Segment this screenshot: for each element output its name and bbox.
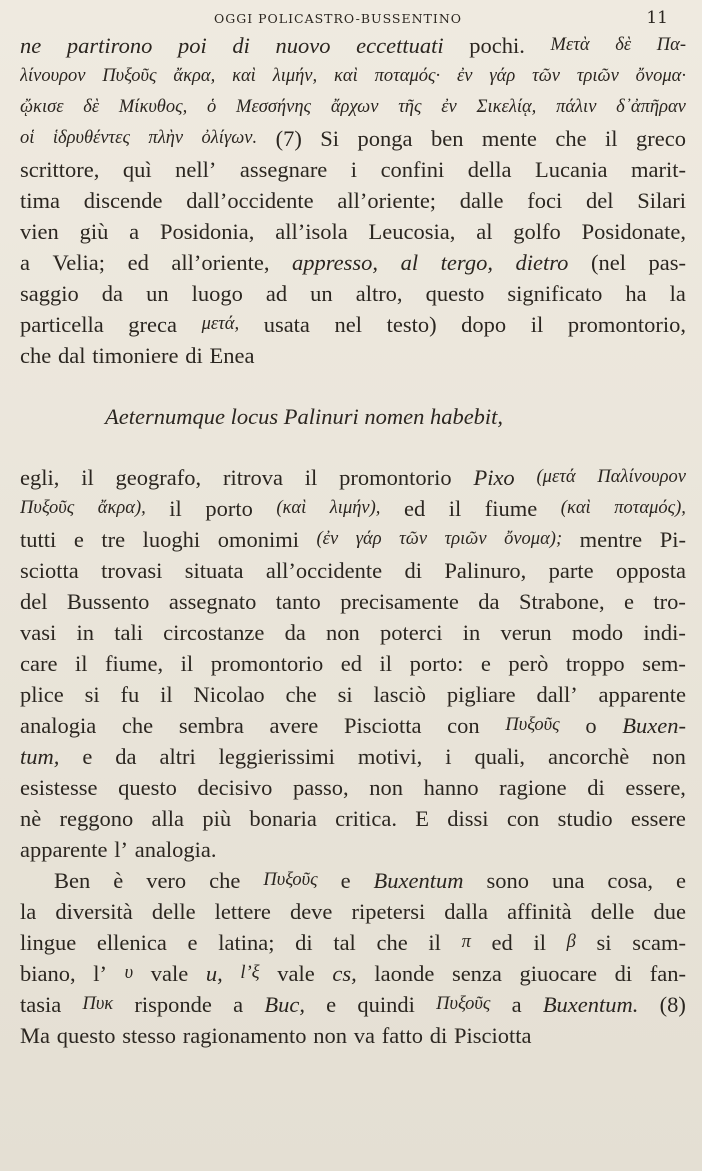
page-number: 11	[646, 8, 668, 28]
p1-line: che dal timoniere di Enea	[20, 343, 255, 368]
verse-quotation: Aeternumque locus Palinuri nomen habebit,	[105, 404, 504, 429]
p1-line: particella greca μετά, usata nel testo) dopo il promontorio,	[20, 312, 686, 337]
p3-line: lingue ellenica e latina; di tal che il π ed il β si scam-	[20, 930, 686, 955]
running-title: OGGI POLICASTRO-BUSSENTINO	[214, 11, 463, 26]
p2-line: analogia che sembra avere Pisciotta con Πυξοῦς o Buxen-	[20, 713, 686, 738]
p2-line: esistesse questo decisivo passo, non hanno ragione di essere,	[20, 775, 686, 800]
p1-line: scrittore, quì nell’ assegnare i confini della Lucania marit-	[20, 157, 686, 182]
paragraph-1	[20, 30, 686, 371]
p3-line: la diversità delle lettere deve ripetersi dalla affinità delle due	[20, 899, 686, 924]
p1-line: οἱ ἱδρυθέντες πλὴν ὀλίγων. (7) Si ponga ben mente che il greco	[20, 126, 686, 151]
p3-line: biano, l’ υ vale u, l’ξ vale cs, laonde senza giuocare di fan-	[20, 961, 686, 986]
p1-line: saggio da un luogo ad un altro, questo significato ha la	[20, 281, 686, 306]
p2-line: vasi in tali circostanze da non poterci in verun modo indi-	[20, 620, 686, 645]
p2-line: egli, il geografo, ritrova il promontorio Pixo (μετά Παλίνουρον	[20, 465, 686, 490]
p2-line: Πυξοῦς ἄκρα), il porto (καὶ λιμήν), ed il fiume (καὶ ποταμός),	[20, 496, 686, 521]
p1-line: a Velia; ed all’oriente, appresso, al tergo, dietro (nel pas-	[20, 250, 686, 275]
p2-line: nè reggono alla più bonaria critica. E dissi con studio essere	[20, 806, 686, 831]
p1-line: ᾤκισε δὲ Μίκυθος, ὁ Μεσσήνης ἄρχων τῆς ἐν Σικελίᾳ, πάλιν δ᾽ἀπῆραν	[20, 97, 686, 117]
p1-line: λίνουρον Πυξοῦς ἄκρα, καὶ λιμήν, καὶ ποταμός· ἐν γάρ τῶν τριῶν ὄνομα·	[20, 66, 686, 86]
p2-line: del Bussento assegnato tanto precisamente da Strabone, e tro-	[20, 589, 686, 614]
p2-line: apparente l’ analogia.	[20, 837, 217, 862]
p1-line: vien giù a Posidonia, all’isola Leucosia, al golfo Posidonate,	[20, 219, 686, 244]
p1-line: tima discende dall’occidente all’oriente; dalle foci del Silari	[20, 188, 686, 213]
p3-line: Ben è vero che Πυξοῦς e Buxentum sono una cosa, e	[54, 868, 686, 893]
paragraph-2	[20, 462, 686, 865]
p2-line: sciotta trovasi situata all’occidente di Palinuro, parte opposta	[20, 558, 686, 583]
p3-line: Ma questo stesso ragionamento non va fatto di Pisciotta	[20, 1023, 532, 1048]
paragraph-3	[20, 865, 686, 1051]
page-header	[20, 8, 686, 30]
p2-line: tum, e da altri leggierissimi motivi, i quali, ancorchè non	[20, 744, 686, 769]
p3-line: tasia Πυκ risponde a Buc, e quindi Πυξοῦς a Buxentum. (8)	[20, 992, 686, 1017]
p1-line: ne partirono poi di nuovo eccettuati pochi. Μετὰ δὲ Πα-	[20, 33, 686, 58]
p2-line: plice si fu il Nicolao che si lasciò pigliare dall’ apparente	[20, 682, 686, 707]
p2-line: tutti e tre luoghi omonimi (ἐν γάρ τῶν τριῶν ὄνομα); mentre Pi-	[20, 527, 686, 552]
p2-line: care il fiume, il promontorio ed il porto: e però troppo sem-	[20, 651, 686, 676]
